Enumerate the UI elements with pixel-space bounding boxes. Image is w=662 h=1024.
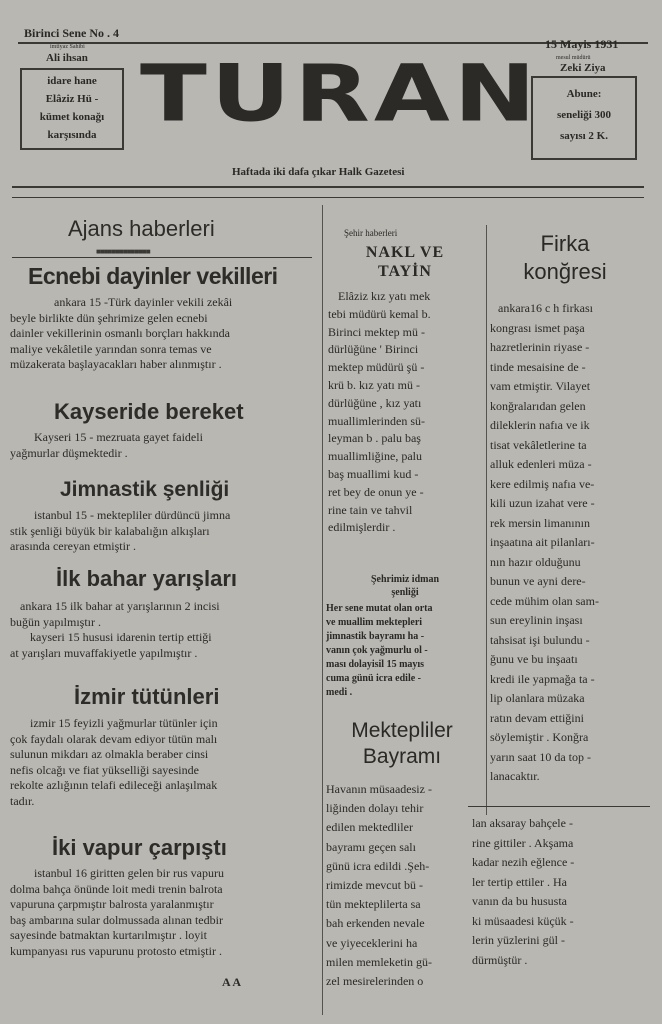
text-line: alluk edenleri müza -: [490, 457, 592, 471]
text-line: kili uzun izahat vere -: [490, 496, 595, 510]
text-line: lip olanlara müzaka: [490, 691, 585, 705]
text-line: tahsisat işi bulundu -: [490, 632, 590, 647]
text-line: lanacaktır.: [490, 769, 540, 783]
title-line: Bayramı: [362, 745, 442, 768]
section-rule: [12, 257, 312, 258]
issue-number: Birinci Sene No . 4: [24, 26, 119, 40]
text-line: bayramı geçen salı: [326, 839, 416, 854]
address-line: Elâziz Hü -: [45, 93, 99, 105]
owner-caption: imtiyaz Sahibi: [50, 44, 85, 50]
text-line: liğinden dolayı tehir: [326, 801, 424, 816]
article-title: Jimnastik şenliği: [60, 478, 230, 501]
article-body: [10, 716, 316, 809]
text-line: ankara16 c h firkası: [498, 301, 593, 315]
text-line: ve muallim mektepleri: [326, 617, 423, 628]
article-title: İlk bahar yarışları: [56, 566, 237, 591]
text-line: at yarışları muvaffakiyetle yapılmıştır .: [10, 645, 198, 660]
text-line: rine gittiler . Akşama: [472, 835, 574, 850]
text-line: dolma bahça önünde loit medi trenin balrota: [10, 881, 223, 896]
text-line: günü icra edildi .Şeh-: [326, 858, 430, 873]
text-line: rek mersin limanının: [490, 515, 590, 530]
text-line: dileklerin nafıa ve ik: [490, 418, 590, 432]
text-line: hazretlerinin riyase -: [490, 340, 590, 354]
text-line: rine tain ve tahvil: [328, 502, 413, 517]
article-body: [10, 599, 316, 661]
text-line: jimnastik bayramı ha -: [326, 631, 425, 642]
subscription-line: seneliği 300: [556, 109, 612, 121]
idman-title: [326, 573, 484, 599]
firka-title: [490, 230, 640, 286]
text-line: dürmüştür .: [472, 952, 528, 967]
text-line: kredi ile yapmağa ta -: [490, 671, 595, 686]
subscription-box: [531, 76, 637, 160]
text-line: maliye vekâletile yarından sonra temas ve: [10, 341, 212, 356]
middle-article-body: [328, 288, 476, 537]
text-line: müzakerata başlayacakları haber alınmıştır .: [10, 357, 222, 371]
text-line: dürlüğüne , kız yatı: [328, 395, 422, 410]
text-line: kongrası ismet paşa: [490, 320, 585, 335]
owner-name: Ali ihsan: [46, 52, 88, 64]
text-line: bah erkenden nevale: [326, 916, 425, 931]
text-line: sun ereylinin inşası: [490, 613, 583, 627]
text-line: stik şenliği büyük bir kalabalığın alkışları: [10, 523, 210, 538]
text-line: dürlüğüne ' Birinci: [328, 342, 419, 357]
title-line: TAYİN: [378, 263, 432, 280]
text-line: vanın çok yağmurlu ol -: [326, 645, 428, 656]
article-title: Kayseride bereket: [54, 399, 244, 424]
article-title: Ecnebi dayinler vekilleri: [28, 263, 278, 289]
text-line: beyle birlikte dün şehrimize gelen ecnebi: [10, 310, 208, 325]
text-line: ret bey de onun ye -: [328, 484, 424, 499]
text-line: istanbul 16 giritten gelen bir rus vapuru: [34, 866, 224, 880]
text-line: çok faydalı olarak devam ediyor tütün malı: [10, 731, 218, 746]
header-bottom-rule: [12, 186, 644, 188]
text-line: konğralarıdan gelen: [490, 398, 586, 413]
middle-kicker: Şehir haberleri: [344, 228, 398, 238]
bayram-title: [318, 718, 486, 770]
title-line: NAKL VE: [365, 244, 445, 261]
text-line: söylemiştir . Konğra: [490, 730, 589, 744]
article-body: [10, 508, 316, 555]
section-title-ajans: Ajans haberleri: [68, 216, 215, 241]
address-box: [20, 68, 124, 150]
editor-name: Zeki Ziya: [560, 62, 606, 74]
article-body: [10, 295, 316, 373]
middle-title: [326, 243, 484, 281]
title-line: şenliği: [391, 587, 419, 598]
subscription-line: Abune:: [566, 88, 602, 100]
text-line: cede mühim olan sam-: [490, 593, 599, 608]
text-line: tün mekteplilerta sa: [326, 897, 421, 912]
text-line: tisat vekâletlerine ta: [490, 437, 587, 452]
text-line: dainler vekillerinin osmanlı borçları hakkında: [10, 326, 230, 340]
column-divider-right: [486, 225, 487, 815]
firka-body: [490, 299, 640, 787]
column-divider-left: [322, 205, 323, 1015]
address-line: karşısında: [47, 129, 97, 141]
text-line: rekolte azlığının telafi edileceği anlaşılmak: [10, 778, 218, 792]
address-line: kümet konağı: [39, 111, 105, 123]
text-line: tebi müdürü kemal b.: [328, 306, 431, 321]
newspaper-tagline: Haftada iki dafa çıkar Halk Gazetesi: [232, 166, 405, 178]
text-line: istanbul 15 - mektepliler dürdüncü jimna: [34, 508, 231, 522]
subscription-line: sayısı 2 K.: [560, 130, 608, 142]
idman-body: [326, 602, 476, 700]
section-ornament: ■■■■■■■■■■■■■■: [96, 247, 150, 256]
text-line: kumpanyası rus vapurunu protosto etmiştir .: [10, 943, 222, 958]
text-line: sulunun mikdarı az olmakla beraber cinsi: [10, 747, 209, 761]
article-body: [10, 430, 316, 461]
article-title: İzmir tütünleri: [74, 684, 220, 709]
text-line: krü b. kız yatı mü -: [328, 377, 420, 392]
text-line: vanın da bu hususta: [472, 894, 567, 908]
text-line: Elâziz kız yatı mek: [338, 289, 431, 303]
continuation-rule: [468, 806, 650, 807]
text-line: Her sene mutat olan orta: [326, 603, 433, 614]
text-line: inşaatına ait pilanları-: [490, 535, 595, 549]
header-bottom-rule-thin: [12, 197, 644, 198]
text-line: baş muallimi kud -: [328, 466, 419, 481]
text-line: tinde mesaisine de -: [490, 359, 586, 374]
article-body: [10, 866, 316, 959]
text-line: rimizde mevcut bü -: [326, 878, 423, 893]
text-line: mektep müdürü şü -: [328, 360, 425, 375]
text-line: muallimlerinden sü-: [328, 413, 425, 428]
text-line: vam etmiştir. Vilayet: [490, 379, 591, 393]
text-line: kayseri 15 hususi idarenin tertip ettiği: [30, 630, 212, 644]
text-line: Havanın müsaadesiz -: [326, 782, 432, 796]
text-line: leyman b . palu baş: [328, 431, 421, 446]
article-title: İki vapur çarpıştı: [52, 835, 227, 860]
text-line: buğün yapılmıştır .: [10, 614, 101, 629]
text-line: vapuruna çarpmıştır balrosta yaralanmıştır: [10, 897, 214, 911]
text-line: ki müsaadesi küçük -: [472, 913, 574, 928]
text-line: ankara 15 ilk bahar at yarışlarının 2 incisi: [20, 599, 220, 613]
text-line: Kayseri 15 - mezruata gayet faideli: [34, 430, 203, 444]
title-line: Mektepliler: [351, 719, 453, 742]
text-line: kere edilmiş nafıa ve-: [490, 476, 595, 491]
newspaper-title: TURAN: [140, 48, 540, 140]
title-line: konğresi: [523, 259, 607, 284]
bayram-continuation: [472, 814, 640, 970]
text-line: ankara 15 -Türk dayinler vekili zekâi: [54, 295, 233, 309]
text-line: ması dolayisil 15 mayıs: [326, 659, 425, 670]
text-line: medi .: [326, 687, 353, 698]
text-line: ve yiyeceklerini ha: [326, 935, 418, 950]
text-line: nın hazır olduğunu: [490, 554, 581, 569]
text-line: cuma günü icra edile -: [326, 673, 421, 684]
bayram-body: [326, 780, 476, 991]
address-line: idare hane: [47, 75, 97, 87]
text-line: muallimliğine, palu: [328, 449, 422, 464]
title-line: Firka: [540, 231, 590, 256]
text-line: lerin yüzlerini gül -: [472, 933, 565, 947]
text-line: kadar nezih eğlence -: [472, 855, 575, 869]
editor-caption: mesul müdürü: [556, 55, 591, 61]
text-line: edilmişlerdir .: [328, 520, 396, 535]
text-line: ratın devam ettiğini: [490, 710, 584, 725]
text-line: tadır.: [10, 793, 35, 808]
article-signature: A A: [222, 975, 242, 989]
text-line: baş ambarına sular dolmussada alınan tedbir: [10, 912, 223, 927]
text-line: edilen mektedliler: [326, 820, 413, 835]
text-line: izmir 15 feyizli yağmurlar tütünler için: [30, 716, 218, 730]
text-line: yarın saat 10 da top -: [490, 749, 591, 764]
text-line: ler tertip ettiler . Ha: [472, 874, 567, 889]
text-line: ğunu ve bu inşaatı: [490, 652, 578, 666]
text-line: arasında cereyan etmiştir .: [10, 539, 136, 553]
text-line: zel mesirelerinden o: [326, 974, 424, 989]
text-line: bunun ve ayni dere-: [490, 574, 586, 588]
text-line: lan aksaray bahçele -: [472, 816, 573, 830]
text-line: nefis olcağı ve fiat yükselliği sayesinde: [10, 762, 199, 777]
text-line: milen memleketin gü-: [326, 954, 432, 969]
title-line: Şehrimiz idman: [370, 574, 440, 585]
text-line: Birinci mektep mü -: [328, 324, 425, 339]
issue-date: 15 Mayis 1931: [545, 37, 619, 51]
text-line: yağmurlar düşmektedir .: [10, 445, 128, 460]
text-line: sayesinde batmaktan kurtarılmıştır . loyit: [10, 928, 207, 942]
